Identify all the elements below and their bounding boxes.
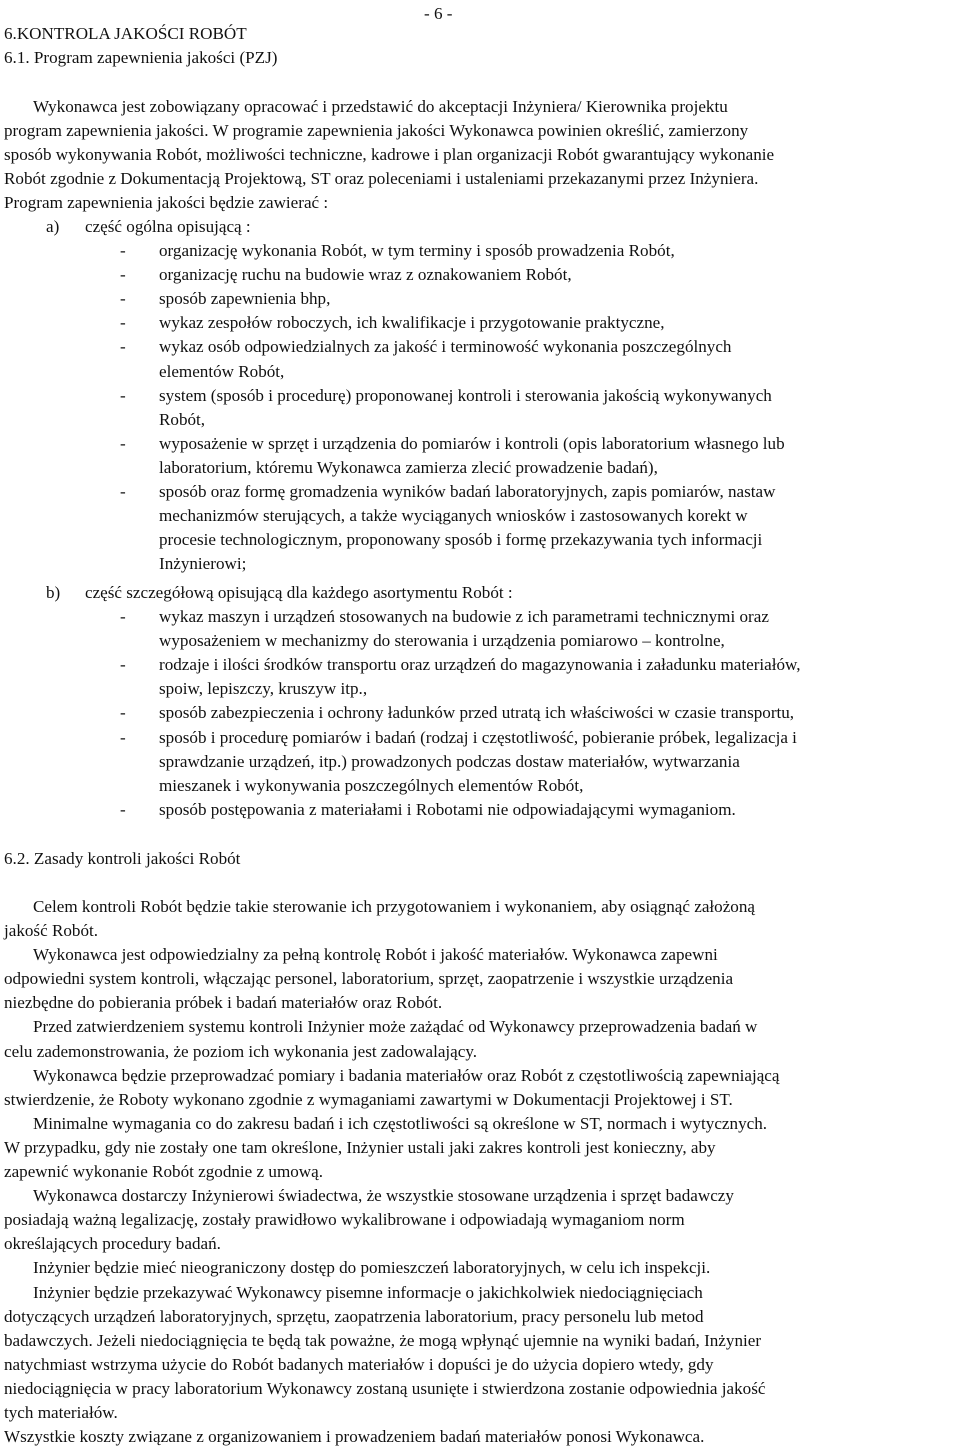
list-item (0, 605, 960, 629)
bullet-dash: - (120, 337, 126, 357)
list-item (0, 798, 960, 822)
list-item (0, 528, 960, 552)
sub-heading-6-2: 6.2. Zasady kontroli jakości Robót (4, 849, 241, 868)
bullet-dash: - (120, 313, 126, 333)
paragraph-line: celu zademonstrowania, że poziom ich wykonania jest zadowalający. (4, 1041, 478, 1061)
paragraph-line: Wykonawca dostarczy Inżynierowi świadectwa, że wszystkie stosowane urządzenia i sprzęt badawczy (33, 1186, 734, 1206)
list-item-text: sposób zapewnienia bhp, (159, 289, 331, 309)
list-item (0, 750, 960, 774)
paragraph-line: Wykonawca będzie przeprowadzać pomiary i badania materiałów oraz Robót z częstotliwością zapewniającą (33, 1065, 780, 1085)
list-item-text: sprawdzanie urządzeń, itp.) prowadzonych podczas dostaw materiałów, wytwarzania (159, 751, 740, 771)
paragraph-line: niezbędne do pobierania próbek i badań materiałów oraz Robót. (4, 993, 443, 1013)
list-item (0, 360, 960, 384)
bullet-dash: - (120, 482, 126, 502)
list-item-text: sposób postępowania z materiałami i Robotami nie odpowiadającymi wymaganiom. (159, 799, 736, 819)
list-item-text: Robót, (159, 409, 206, 429)
paragraph-line: program zapewnienia jakości. W programie zapewnienia jakości Wykonawca powinien określić, zamierzony (4, 121, 749, 141)
list-item (0, 774, 960, 798)
list-item (0, 726, 960, 750)
list-item-text: wyposażenie w sprzęt i urządzenia do pomiarów i kontroli (opis laboratorium własnego lub (159, 433, 785, 453)
bullet-dash: - (120, 433, 126, 453)
paragraph-line: Robót zgodnie z Dokumentacją Projektową, ST oraz poleceniami i ustaleniami przekazanymi przez Inżyniera. (4, 169, 759, 189)
list-item (0, 384, 960, 408)
section-6-2-body (4, 895, 956, 1449)
paragraph-line: Inżynier będzie mieć nieograniczony dostęp do pomieszczeń laboratoryjnych, w celu ich inspekcji. (33, 1258, 711, 1278)
paragraph-line: dotyczących urządzeń laboratoryjnych, sprzętu, zaopatrzenia laboratorium, pracy personelu lub metod (4, 1306, 704, 1326)
list-item-text: organizację wykonania Robót, w tym terminy i sposób prowadzenia Robót, (159, 241, 675, 261)
list-item-text: spoiw, lepiszczy, kruszyw itp., (159, 679, 368, 699)
list-item-text: wyposażeniem w mechanizmy do sterowania i urządzenia pomiarowo – kontrolne, (159, 631, 725, 651)
list-part-a (0, 215, 960, 576)
list-item-text: laboratorium, któremu Wykonawca zamierza zlecić prowadzenie badań), (159, 457, 658, 477)
paragraph-line: W przypadku, gdy nie zostały one tam określone, Inżynier ustali jaki zakres kontroli jest konieczny, aby (4, 1137, 716, 1157)
list-item-text: wykaz osób odpowiedzialnych za jakość i terminowość wykonania poszczególnych (159, 337, 732, 357)
list-header-a (0, 215, 960, 239)
list-item-text: mechanizmów sterujących, a także wyciąganych wniosków i zastosowanych korekt w (159, 506, 748, 526)
paragraph-line: określających procedury badań. (4, 1234, 221, 1254)
list-item-text: sposób i procedurę pomiarów i badań (rodzaj i częstotliwość, pobieranie próbek, legalizacja i (159, 727, 797, 747)
paragraph-line: Przed zatwierdzeniem systemu kontroli Inżynier może zażądać od Wykonawcy przeprowadzenia badań w (33, 1017, 758, 1037)
paragraph-line: badawczych. Jeżeli niedociągnięcia te będą tak poważne, że mogą wpłynąć ujemnie na wyniki badań, Inżynier (4, 1330, 762, 1350)
list-item (0, 480, 960, 504)
paragraph-line: zapewnić wykonanie Robót zgodnie z umową. (4, 1162, 323, 1182)
list-item-text: Inżynierowi; (159, 554, 247, 574)
bullet-dash: - (120, 727, 126, 747)
paragraph-line: Program zapewnienia jakości będzie zawierać : (4, 193, 329, 213)
paragraph-line: Wykonawca jest zobowiązany opracować i przedstawić do akceptacji Inżyniera/ Kierownika projektu (33, 97, 728, 116)
list-item (0, 701, 960, 725)
list-label: część ogólna opisującą : (85, 217, 251, 236)
paragraph-line: posiadają ważną legalizację, zostały prawidłowo wykalibrowane i odpowiadają wymaganiom norm (4, 1210, 685, 1230)
list-item-text: sposób zabezpieczenia i ochrony ładunków przed utratą ich właściwości w czasie transportu, (159, 703, 795, 723)
list-item (0, 239, 960, 263)
list-item-text: sposób oraz formę gromadzenia wyników badań laboratoryjnych, zapis pomiarów, nastaw (159, 482, 776, 502)
list-marker: a) (46, 217, 60, 236)
paragraph-line: Wykonawca jest odpowiedzialny za pełną kontrolę Robót i jakość materiałów. Wykonawca zapewni (33, 945, 718, 965)
list-item-text: wykaz maszyn i urządzeń stosowanych na budowie z ich parametrami technicznymi oraz (159, 607, 769, 627)
list-item (0, 311, 960, 335)
list-item (0, 287, 960, 311)
paragraph-line: stwierdzenie, że Roboty wykonano zgodnie z wymaganiami zawartymi w Dokumentacji Projektowej i ST. (4, 1089, 733, 1109)
list-item (0, 653, 960, 677)
bullet-dash: - (120, 703, 126, 723)
paragraph-line: tych materiałów. (4, 1402, 118, 1422)
paragraph-line: odpowiedni system kontroli, włączając personel, laboratorium, sprzęt, zaopatrzenie i wszystkie urządzenia (4, 969, 734, 989)
paragraph-line: Minimalne wymagania co do zakresu badań i ich częstotliwości są określone w ST, normach i wytycznych. (33, 1113, 768, 1133)
list-item (0, 629, 960, 653)
list-item-text: procesie technologicznym, proponowany sposób i formę przekazywania tych informacji (159, 530, 763, 550)
paragraph-line: Wszystkie koszty związane z organizowaniem i prowadzeniem badań materiałów ponosi Wykonawca. (4, 1427, 705, 1447)
list-marker: b) (46, 583, 61, 602)
list-item-text: mieszanek i wykonywania poszczególnych elementów Robót, (159, 775, 584, 795)
list-item-text: wykaz zespołów roboczych, ich kwalifikacje i przygotowanie praktyczne, (159, 313, 665, 333)
list-header-b (0, 581, 960, 605)
list-item (0, 263, 960, 287)
bullet-dash: - (120, 385, 126, 405)
list-item (0, 408, 960, 432)
list-item (0, 552, 960, 576)
list-item (0, 677, 960, 701)
paragraph-line: sposób wykonywania Robót, możliwości techniczne, kadrowe i plan organizacji Robót gwarantujący wykonanie (4, 145, 775, 165)
intro-paragraph (4, 95, 956, 215)
bullet-dash: - (120, 289, 126, 309)
bullet-dash: - (120, 607, 126, 627)
list-item (0, 504, 960, 528)
list-items-a (0, 239, 960, 576)
paragraph-line: niedociągnięcia w pracy laboratorium Wykonawcy zostaną usunięte i stwierdzona zostanie odpowiednia jakość (4, 1378, 766, 1398)
bullet-dash: - (120, 265, 126, 285)
section-heading: 6.KONTROLA JAKOŚCI ROBÓT (4, 24, 247, 43)
list-item-text: system (sposób i procedurę) proponowanej kontroli i sterowania jakością wykonywanych (159, 385, 772, 405)
list-item-text: rodzaje i ilości środków transportu oraz urządzeń do magazynowania i załadunku materiałów, (159, 655, 801, 675)
bullet-dash: - (120, 655, 126, 675)
bullet-dash: - (120, 241, 126, 261)
list-item-text: elementów Robót, (159, 361, 285, 381)
list-item-text: organizację ruchu na budowie wraz z oznakowaniem Robót, (159, 265, 572, 285)
list-label: część szczegółową opisującą dla każdego asortymentu Robót : (85, 583, 513, 602)
paragraph-line: Celem kontroli Robót będzie takie sterowanie ich przygotowaniem i wykonaniem, aby osiągnąć założoną (33, 897, 755, 916)
list-item (0, 432, 960, 456)
list-part-b (0, 581, 960, 822)
paragraph-line: natychmiast wstrzyma użycie do Robót badanych materiałów i dopuści je do użycia dopiero wtedy, gdy (4, 1354, 714, 1374)
paragraph-line: jakość Robót. (4, 921, 99, 941)
page-number: - 6 - (424, 4, 453, 23)
list-item (0, 335, 960, 359)
list-item (0, 456, 960, 480)
list-items-b (0, 605, 960, 822)
bullet-dash: - (120, 799, 126, 819)
paragraph-line: Inżynier będzie przekazywać Wykonawcy pisemne informacje o jakichkolwiek niedociągnięciach (33, 1282, 703, 1302)
sub-heading-6-1: 6.1. Program zapewnienia jakości (PZJ) (4, 48, 278, 67)
